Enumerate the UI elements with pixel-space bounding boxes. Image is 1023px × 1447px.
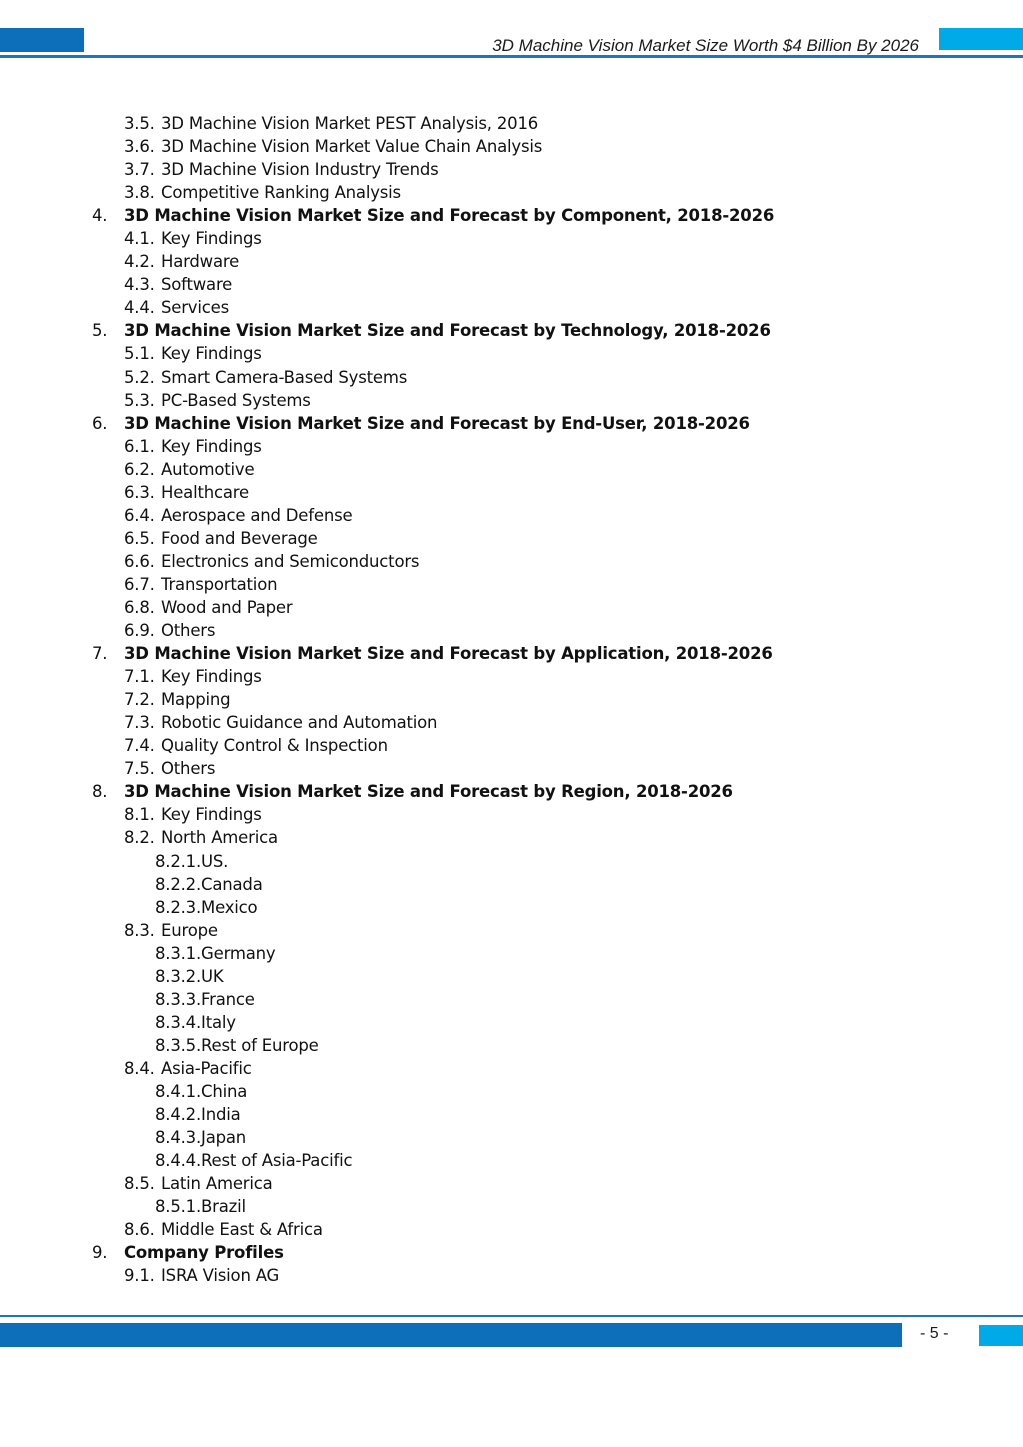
toc-entry-title: 8.4.2.India	[155, 1105, 241, 1125]
toc-entry-number: 8.5.	[124, 1174, 155, 1194]
toc-entry-number: 5.3.	[124, 390, 155, 410]
toc-subsection-entry	[0, 481, 1023, 504]
toc-section-entry	[0, 412, 1023, 435]
toc-entry-title: 3D Machine Vision Market Size and Forecast by Technology, 2018-2026	[124, 321, 771, 341]
toc-subsection-entry	[0, 734, 1023, 757]
toc-entry-number: 6.	[92, 413, 108, 433]
toc-entry-title: Healthcare	[161, 482, 249, 502]
footer-accent-block-right	[979, 1325, 1023, 1346]
toc-entry-title: 8.4.4.Rest of Asia-Pacific	[155, 1151, 353, 1171]
toc-subsection-entry	[0, 227, 1023, 250]
toc-subsection-entry	[0, 550, 1023, 573]
toc-subsection-entry	[0, 366, 1023, 389]
toc-subsection-entry	[0, 435, 1023, 458]
toc-entry-title: Competitive Ranking Analysis	[161, 183, 401, 203]
toc-subsection-entry	[0, 1218, 1023, 1241]
toc-subsection-entry	[0, 896, 1023, 919]
toc-entry-title: 3D Machine Vision Market Value Chain Analysis	[161, 137, 543, 157]
toc-subsection-entry	[0, 757, 1023, 780]
toc-entry-number: 9.	[92, 1243, 108, 1263]
toc-subsection-entry	[0, 458, 1023, 481]
toc-entry-title: Services	[161, 298, 229, 318]
toc-subsection-entry	[0, 135, 1023, 158]
toc-entry-title: Asia-Pacific	[161, 1058, 252, 1078]
page-number: - 5 -	[920, 1325, 949, 1342]
toc-entry-title: ISRA Vision AG	[161, 1266, 280, 1286]
toc-entry-title: Company Profiles	[124, 1243, 284, 1263]
toc-subsection-entry	[0, 1057, 1023, 1080]
toc-entry-number: 6.4.	[124, 505, 155, 525]
toc-entry-title: 8.3.5.Rest of Europe	[155, 1035, 319, 1055]
toc-entry-number: 6.3.	[124, 482, 155, 502]
toc-entry-title: Smart Camera-Based Systems	[161, 367, 408, 387]
toc-entry-title: Wood and Paper	[161, 597, 293, 617]
toc-entry-number: 4.3.	[124, 275, 155, 295]
toc-entry-number: 3.7.	[124, 160, 155, 180]
toc-subsection-entry	[0, 826, 1023, 849]
toc-section-entry	[0, 204, 1023, 227]
toc-entry-title: 3D Machine Vision Market Size and Forecast by Component, 2018-2026	[124, 206, 775, 226]
toc-entry-title: 8.2.3.Mexico	[155, 897, 258, 917]
toc-subsection-entry	[0, 389, 1023, 412]
toc-subsection-entry	[0, 965, 1023, 988]
footer-divider	[0, 1315, 1023, 1317]
toc-subsection-entry	[0, 158, 1023, 181]
toc-entry-title: 3D Machine Vision Market Size and Forecast by End-User, 2018-2026	[124, 413, 750, 433]
toc-entry-title: 3D Machine Vision Market Size and Forecast by Application, 2018-2026	[124, 644, 773, 664]
toc-subsection-entry	[0, 711, 1023, 734]
toc-entry-number: 6.1.	[124, 436, 155, 456]
table-of-contents	[0, 112, 1023, 1287]
toc-entry-title: 8.5.1.Brazil	[155, 1197, 246, 1217]
toc-entry-number: 3.5.	[124, 114, 155, 133]
toc-entry-title: Food and Beverage	[161, 528, 318, 548]
toc-entry-number: 7.1.	[124, 667, 155, 687]
toc-entry-title: 8.3.3.France	[155, 989, 255, 1009]
toc-entry-number: 8.1.	[124, 805, 155, 825]
toc-entry-number: 4.4.	[124, 298, 155, 318]
toc-entry-number: 4.1.	[124, 229, 155, 249]
toc-subsection-entry	[0, 850, 1023, 873]
toc-entry-title: Key Findings	[161, 229, 262, 249]
toc-subsection-entry	[0, 296, 1023, 319]
toc-subsection-entry	[0, 873, 1023, 896]
toc-entry-number: 9.1.	[124, 1266, 155, 1286]
toc-entry-title: Hardware	[161, 252, 240, 272]
toc-entry-title: 8.2.2.Canada	[155, 874, 263, 894]
header-accent-block-left	[0, 28, 84, 52]
toc-entry-title: Key Findings	[161, 805, 262, 825]
toc-subsection-entry	[0, 181, 1023, 204]
toc-subsection-entry	[0, 1011, 1023, 1034]
toc-entry-title: Latin America	[161, 1174, 273, 1194]
toc-subsection-entry	[0, 573, 1023, 596]
toc-entry-number: 5.	[92, 321, 108, 341]
toc-entry-title: 3D Machine Vision Market PEST Analysis, 2016	[161, 114, 539, 133]
toc-section-entry	[0, 1241, 1023, 1264]
toc-section-entry	[0, 642, 1023, 665]
toc-subsection-entry	[0, 527, 1023, 550]
toc-entry-title: Transportation	[161, 574, 278, 594]
toc-subsection-entry	[0, 942, 1023, 965]
toc-subsection-entry	[0, 342, 1023, 365]
toc-entry-number: 6.8.	[124, 597, 155, 617]
toc-subsection-entry	[0, 273, 1023, 296]
toc-entry-number: 8.3.	[124, 920, 155, 940]
toc-entry-number: 6.9.	[124, 621, 155, 641]
toc-entry-number: 6.7.	[124, 574, 155, 594]
toc-entry-number: 6.6.	[124, 551, 155, 571]
toc-entry-number: 4.	[92, 206, 108, 226]
toc-subsection-entry	[0, 1195, 1023, 1218]
toc-entry-number: 5.2.	[124, 367, 155, 387]
toc-entry-title: PC-Based Systems	[161, 390, 311, 410]
toc-subsection-entry	[0, 803, 1023, 826]
footer-accent-bar	[0, 1323, 902, 1347]
header-accent-block-right	[939, 28, 1023, 50]
toc-subsection-entry	[0, 1172, 1023, 1195]
toc-section-entry	[0, 780, 1023, 803]
toc-entry-title: Key Findings	[161, 436, 262, 456]
toc-subsection-entry	[0, 504, 1023, 527]
toc-entry-title: 3D Machine Vision Industry Trends	[161, 160, 439, 180]
toc-entry-number: 7.5.	[124, 759, 155, 779]
toc-entry-title: Automotive	[161, 459, 255, 479]
toc-subsection-entry	[0, 250, 1023, 273]
toc-entry-number: 7.2.	[124, 690, 155, 710]
toc-entry-title: Key Findings	[161, 667, 262, 687]
toc-subsection-entry	[0, 1264, 1023, 1287]
toc-subsection-entry	[0, 619, 1023, 642]
toc-subsection-entry	[0, 1149, 1023, 1172]
header-title: 3D Machine Vision Market Size Worth $4 Billion By 2026	[492, 36, 919, 55]
toc-subsection-entry	[0, 919, 1023, 942]
toc-entry-title: 8.4.3.Japan	[155, 1128, 247, 1148]
toc-subsection-entry	[0, 1034, 1023, 1057]
toc-entry-number: 6.2.	[124, 459, 155, 479]
toc-entry-number: 6.5.	[124, 528, 155, 548]
toc-entry-title: Europe	[161, 920, 218, 940]
toc-subsection-entry	[0, 596, 1023, 619]
toc-entry-title: 8.3.2.UK	[155, 966, 224, 986]
toc-subsection-entry	[0, 1103, 1023, 1126]
header-divider	[0, 55, 1023, 58]
toc-entry-number: 8.	[92, 782, 108, 802]
toc-entry-title: Middle East & Africa	[161, 1220, 323, 1240]
toc-entry-number: 8.2.	[124, 828, 155, 848]
toc-entry-number: 7.	[92, 644, 108, 664]
toc-entry-title: 8.4.1.China	[155, 1081, 248, 1101]
toc-entry-title: 3D Machine Vision Market Size and Forecast by Region, 2018-2026	[124, 782, 733, 802]
toc-entry-number: 4.2.	[124, 252, 155, 272]
toc-entry-title: 8.3.1.Germany	[155, 943, 276, 963]
toc-subsection-entry	[0, 1080, 1023, 1103]
toc-entry-title: Key Findings	[161, 344, 262, 364]
toc-subsection-entry	[0, 665, 1023, 688]
toc-entry-number: 8.6.	[124, 1220, 155, 1240]
toc-entry-title: North America	[161, 828, 278, 848]
toc-subsection-entry	[0, 988, 1023, 1011]
toc-entry-title: Mapping	[161, 690, 231, 710]
toc-entry-title: Others	[161, 759, 216, 779]
toc-entry-number: 7.3.	[124, 713, 155, 733]
toc-entry-number: 5.1.	[124, 344, 155, 364]
toc-entry-title: 8.3.4.Italy	[155, 1012, 236, 1032]
toc-entry-title: Quality Control & Inspection	[161, 736, 388, 756]
toc-entry-number: 3.8.	[124, 183, 155, 203]
toc-subsection-entry	[0, 1126, 1023, 1149]
toc-subsection-entry	[0, 112, 1023, 135]
toc-entry-title: Aerospace and Defense	[161, 505, 353, 525]
toc-entry-title: 8.2.1.US.	[155, 851, 229, 871]
toc-entry-title: Software	[161, 275, 233, 295]
toc-entry-number: 7.4.	[124, 736, 155, 756]
toc-section-entry	[0, 319, 1023, 342]
toc-entry-number: 3.6.	[124, 137, 155, 157]
toc-entry-title: Electronics and Semiconductors	[161, 551, 420, 571]
toc-entry-number: 8.4.	[124, 1058, 155, 1078]
toc-entry-title: Robotic Guidance and Automation	[161, 713, 438, 733]
toc-entry-title: Others	[161, 621, 216, 641]
toc-subsection-entry	[0, 688, 1023, 711]
